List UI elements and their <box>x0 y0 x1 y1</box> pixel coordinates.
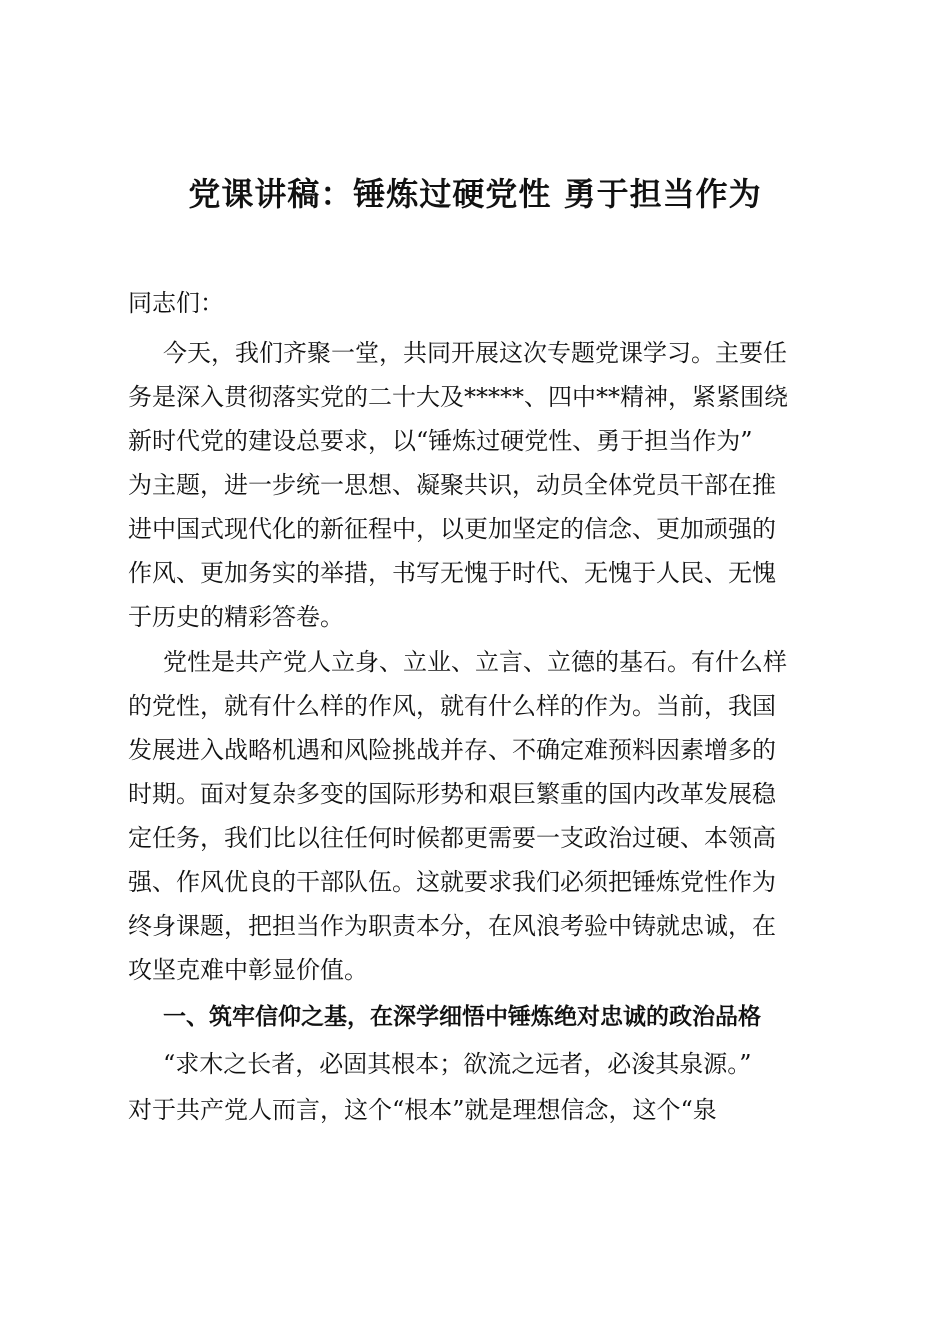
paragraph-2-line-2: 的党性，就有什么样的作风，就有什么样的作为。当前，我国 <box>128 692 776 720</box>
salutation: 同志们： <box>128 289 224 317</box>
paragraph-3-line-2: 对于共产党人而言，这个“根本”就是理想信念，这个“泉 <box>128 1096 717 1124</box>
section-heading: 一、筑牢信仰之基，在深学细悟中锤炼绝对忠诚的政治品格 <box>163 1004 761 1030</box>
paragraph-2-line-1: 党性是共产党人立身、立业、立言、立德的基石。有什么样 <box>163 648 787 676</box>
paragraph-2-line-7: 终身课题，把担当作为职责本分，在风浪考验中铸就忠诚，在 <box>128 912 776 940</box>
paragraph-2-line-3: 发展进入战略机遇和风险挑战并存、不确定难预料因素增多的 <box>128 736 776 764</box>
paragraph-2-line-4: 时期。面对复杂多变的国际形势和艰巨繁重的国内改革发展稳 <box>128 780 776 808</box>
paragraph-2-line-6: 强、作风优良的干部队伍。这就要求我们必须把锤炼党性作为 <box>128 868 776 896</box>
paragraph-2-line-5: 定任务，我们比以往任何时候都更需要一支政治过硬、本领高 <box>128 824 776 852</box>
paragraph-1-line-1: 今天，我们齐聚一堂，共同开展这次专题党课学习。主要任 <box>163 339 787 367</box>
paragraph-2-line-8: 攻坚克难中彰显价值。 <box>128 956 368 984</box>
paragraph-1-line-4: 为主题，进一步统一思想、凝聚共识，动员全体党员干部在推 <box>128 471 776 499</box>
paragraph-1-line-3: 新时代党的建设总要求，以“锤炼过硬党性、勇于担当作为” <box>128 427 753 455</box>
document-title: 党课讲稿：锤炼过硬党性 勇于担当作为 <box>188 175 762 213</box>
paragraph-3-line-1: “求木之长者，必固其根本；欲流之远者，必浚其泉源。” <box>163 1050 752 1078</box>
paragraph-1-line-7: 于历史的精彩答卷。 <box>128 603 344 631</box>
paragraph-1-line-6: 作风、更加务实的举措，书写无愧于时代、无愧于人民、无愧 <box>128 559 776 587</box>
paragraph-1-line-2: 务是深入贯彻落实党的二十大及*****、四中**精神，紧紧围绕 <box>128 383 788 411</box>
paragraph-1-line-5: 进中国式现代化的新征程中，以更加坚定的信念、更加顽强的 <box>128 515 776 543</box>
